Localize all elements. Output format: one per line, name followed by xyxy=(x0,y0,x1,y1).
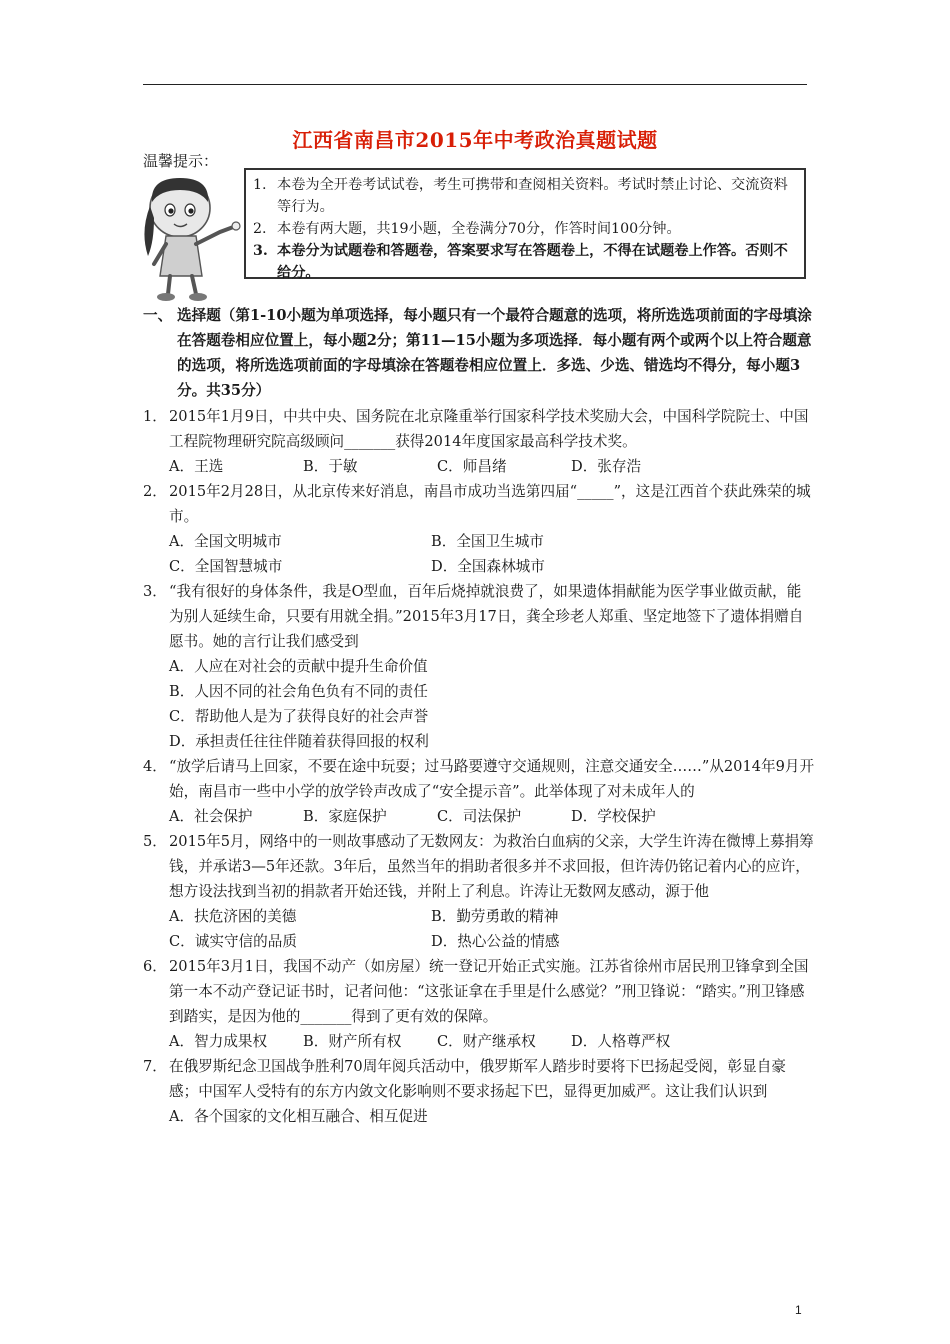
question-stem xyxy=(143,579,815,654)
answer-option: C．全国智慧城市 xyxy=(169,558,283,575)
question-stem xyxy=(143,1054,815,1104)
question-6 xyxy=(143,954,815,1054)
answer-option: B．全国卫生城市 xyxy=(431,533,544,550)
answer-option: A．智力成果权 xyxy=(169,1033,268,1050)
question-3 xyxy=(143,579,815,754)
question-text: “放学后请马上回家，不要在途中玩耍；过马路要遵守交通规则，注意交通安全……”从2014年9月开始，南昌市一些中小学的放学铃声改成了“安全提示音”。此举体现了对未成年人的 xyxy=(169,758,815,800)
option-row xyxy=(143,804,815,829)
answer-option: B．家庭保护 xyxy=(303,808,387,825)
page-title: 江西省南昌市2015年中考政治真题试题 xyxy=(292,128,658,152)
answer-option: D．张存浩 xyxy=(571,458,642,475)
question-number: 5． xyxy=(143,833,167,850)
option-row xyxy=(143,529,815,554)
notice-item: 1. 本卷为全开卷考试试卷，考生可携带和查阅相关资料。考试时禁止讨论、交流资料等行为。 xyxy=(253,177,788,215)
cartoon-girl-icon xyxy=(140,172,242,304)
question-text: 2015年2月28日，从北京传来好消息，南昌市成功当选第四届“_____”，这是江西首个获此殊荣的城市。 xyxy=(169,483,811,525)
question-text: “我有很好的身体条件，我是O型血，百年后烧掉就浪费了，如果遗体捐献能为医学事业做贡献，能为别人延续生命，只要有用就全捐。”2015年3月17日，龚全珍老人郑重、坚定地签下了遗体捐赠自愿书。她的言行让我们感受到 xyxy=(169,583,804,650)
option-row xyxy=(143,554,815,579)
question-list xyxy=(143,404,815,1129)
question-1 xyxy=(143,404,815,479)
question-4 xyxy=(143,754,815,829)
question-number: 4． xyxy=(143,758,167,775)
answer-option: C．财产继承权 xyxy=(437,1033,536,1050)
question-number: 6． xyxy=(143,958,167,975)
answer-option: C．师昌绪 xyxy=(437,458,507,475)
answer-option: B．财产所有权 xyxy=(303,1033,402,1050)
question-text: 在俄罗斯纪念卫国战争胜利70周年阅兵活动中，俄罗斯军人踏步时要将下巴扬起受阅，彰显自豪感；中国军人受特有的东方内敛文化影响则不要求扬起下巴，显得更加威严。这让我们认识到 xyxy=(169,1058,786,1100)
option-row xyxy=(143,1029,815,1054)
question-7 xyxy=(143,1054,815,1129)
answer-option: A．扶危济困的美德 xyxy=(169,908,297,925)
answer-option: D．人格尊严权 xyxy=(571,1033,671,1050)
option-row xyxy=(143,454,815,479)
answer-option: D．承担责任往往伴随着获得回报的权利 xyxy=(169,733,429,750)
answer-option: B．于敏 xyxy=(303,458,358,475)
option-row xyxy=(143,729,815,754)
question-text: 2015年5月，网络中的一则故事感动了无数网友：为救治白血病的父亲，大学生许涛在微博上募捐筹钱，并承诺3—5年还款。3年后，虽然当年的捐助者很多并不求回报，但许涛仍铭记着内心的应许，想方设法找到当初的捐款者开始还钱，并附上了利息。许涛让无数网友感动，源于他 xyxy=(169,833,814,900)
notice-item: 3. 本卷分为试题卷和答题卷，答案要求写在答题卷上，不得在试题卷上作答。否则不给分。 xyxy=(253,243,788,281)
answer-option: D．热心公益的情感 xyxy=(431,933,560,950)
tip-label: 温馨提示： xyxy=(143,152,219,170)
option-row xyxy=(143,1104,815,1129)
answer-option: A．人应在对社会的贡献中提升生命价值 xyxy=(169,658,428,675)
answer-option: B．人因不同的社会角色负有不同的责任 xyxy=(169,683,428,700)
question-stem xyxy=(143,404,815,454)
option-row xyxy=(143,654,815,679)
answer-option: B．勤劳勇敢的精神 xyxy=(431,908,559,925)
option-row xyxy=(143,929,815,954)
answer-option: A．王选 xyxy=(169,458,224,475)
question-stem xyxy=(143,829,815,904)
question-number: 1． xyxy=(143,408,167,425)
answer-option: C．帮助他人是为了获得良好的社会声誉 xyxy=(169,708,429,725)
answer-option: A．全国文明城市 xyxy=(169,533,282,550)
page-number: 1 xyxy=(795,1303,802,1317)
answer-option: D．全国森林城市 xyxy=(431,558,545,575)
option-row xyxy=(143,704,815,729)
section-heading: 一、 选择题（第1-10小题为单项选择，每小题只有一个最符合题意的选项，将所选选项前面的字母填涂在答题卷相应位置上，每小题2分；第11—15小题为多项选择．每小题有两个或两个以上符合题意的选项，将所选选项前面的字母填涂在答题卷相应位置上．多选、少选、错选均不得分，每小题3分。共35分） xyxy=(143,307,812,399)
notice-box xyxy=(244,168,806,279)
question-text: 2015年1月9日，中共中央、国务院在北京隆重举行国家科学技术奖励大会，中国科学院院士、中国工程院物理研究院高级顾问_______获得2014年度国家最高科学技术奖。 xyxy=(169,408,809,450)
question-text: 2015年3月1日，我国不动产（如房屋）统一登记开始正式实施。江苏省徐州市居民刑卫锋拿到全国第一本不动产登记证书时，记者问他：“这张证拿在手里是什么感觉？”刑卫锋说：“踏实。”刑卫锋感到踏实，是因为他的_______得到了更有效的保障。 xyxy=(169,958,809,1025)
question-2 xyxy=(143,479,815,579)
answer-option: C．诚实守信的品质 xyxy=(169,933,297,950)
question-number: 2． xyxy=(143,483,167,500)
answer-option: A．各个国家的文化相互融合、相互促进 xyxy=(169,1108,428,1125)
option-row xyxy=(143,679,815,704)
header-rule xyxy=(143,84,807,85)
question-stem xyxy=(143,479,815,529)
option-row xyxy=(143,904,815,929)
answer-option: D．学校保护 xyxy=(571,808,656,825)
answer-option: A．社会保护 xyxy=(169,808,253,825)
notice-item: 2. 本卷有两大题，共19小题，全卷满分70分，作答时间100分钟。 xyxy=(253,221,681,237)
question-stem xyxy=(143,754,815,804)
question-number: 7． xyxy=(143,1058,167,1075)
question-number: 3． xyxy=(143,583,167,600)
question-stem xyxy=(143,954,815,1029)
question-5 xyxy=(143,829,815,954)
answer-option: C．司法保护 xyxy=(437,808,522,825)
